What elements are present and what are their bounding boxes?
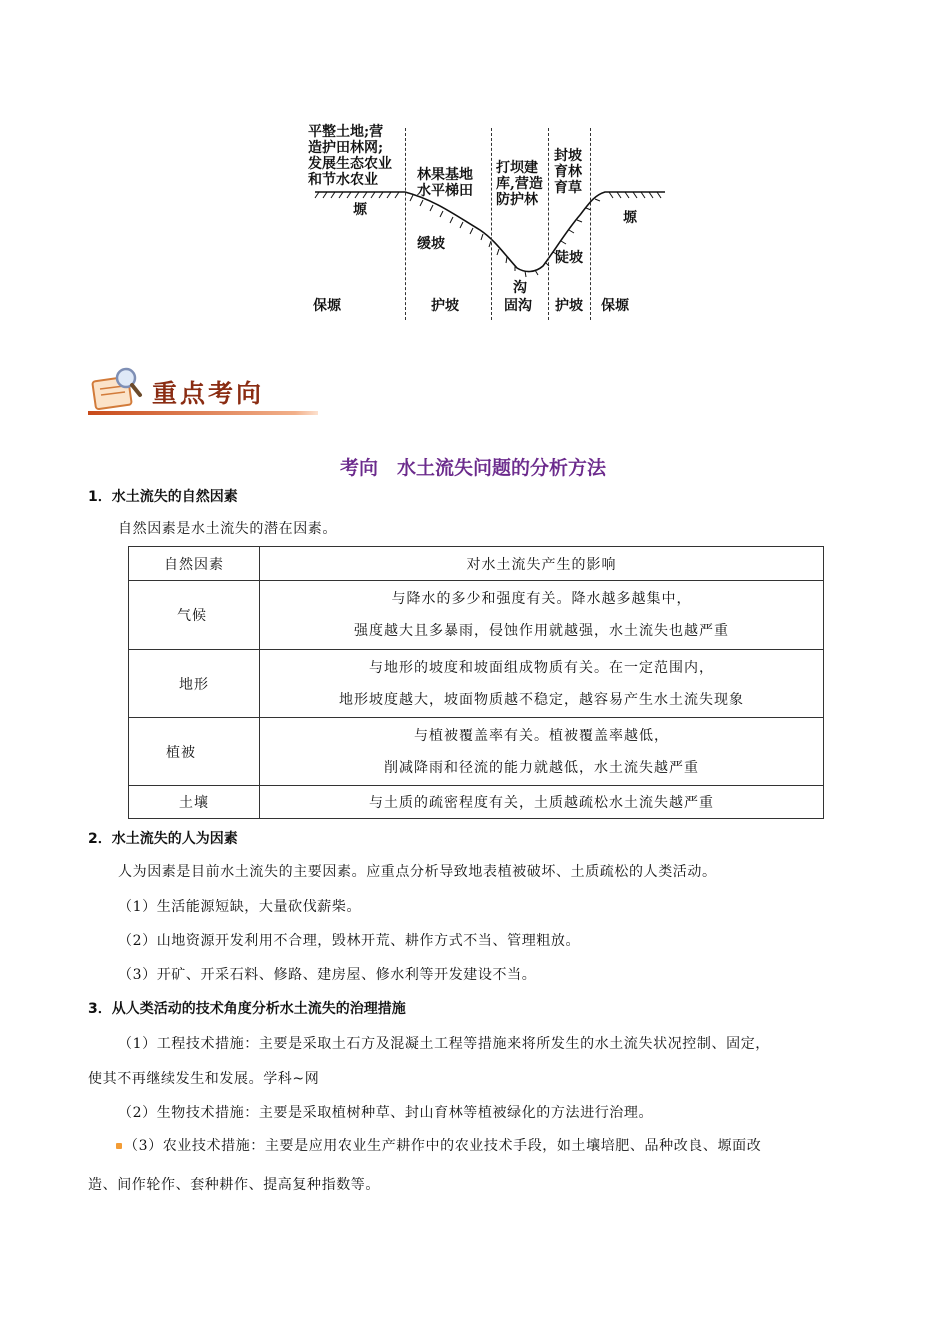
natural-factors-intro: 自然因素是水土流失的潜在因素。 bbox=[118, 521, 337, 537]
effect-text: 削减降雨和径流的能力就越低，水土流失越严重 bbox=[384, 759, 699, 776]
effect-cell bbox=[260, 786, 824, 819]
diagram-text: 造护田林网; bbox=[308, 140, 384, 156]
human-factors-intro: 人为因素是目前水土流失的主要因素。应重点分析导致地表植被破坏、土质疏松的人类活动。 bbox=[118, 864, 717, 880]
divider-line bbox=[590, 128, 591, 320]
human-factor-item: （3）开矿、开采石料、修路、建房屋、修水利等开发建设不当。 bbox=[118, 967, 537, 983]
factor-name: 植被 bbox=[166, 744, 196, 761]
factor-cell bbox=[129, 581, 260, 650]
table-header-cell bbox=[260, 547, 824, 581]
diagram-text: 育林 bbox=[554, 164, 582, 180]
table-row bbox=[129, 786, 824, 819]
highlight-marker bbox=[116, 1143, 122, 1149]
effect-text: 与降水的多少和强度有关。降水越多越集中， bbox=[391, 591, 692, 607]
banner-title: 重点考向 bbox=[152, 379, 265, 408]
gully-label: 沟 bbox=[513, 280, 527, 296]
zone-label: 护坡 bbox=[555, 298, 583, 314]
diagram-text: 水平梯田 bbox=[417, 183, 473, 199]
effect-cell bbox=[260, 650, 824, 718]
diagram-text: 库,营造 bbox=[496, 176, 543, 192]
divider-line bbox=[491, 128, 492, 320]
effect-text: 与植被覆盖率有关。植被覆盖率越低， bbox=[414, 727, 669, 744]
key-points-banner bbox=[88, 365, 318, 417]
zone-label: 保塬 bbox=[313, 298, 341, 314]
gentle-slope-label: 缓坡 bbox=[417, 236, 445, 252]
zone-label: 保塬 bbox=[601, 298, 629, 314]
diagram-text: 发展生态农业 bbox=[308, 156, 392, 172]
gully-measures bbox=[496, 160, 543, 208]
heading-natural-factors: 1．水土流失的自然因素 bbox=[88, 489, 238, 505]
section-title: 考向 水土流失问题的分析方法 bbox=[340, 457, 607, 479]
table-row bbox=[129, 718, 824, 786]
factor-cell bbox=[129, 718, 260, 786]
measure-item: （2）生物技术措施：主要是采取植树种草、封山育林等植被绿化的方法进行治理。 bbox=[118, 1105, 654, 1121]
measure-item-continued: 使其不再继续发生和发展。学科~网 bbox=[88, 1071, 320, 1087]
measure-item: （3）农业技术措施：主要是应用农业生产耕作中的农业技术手段，如土壤培肥、品种改良、塬面改 bbox=[124, 1138, 762, 1154]
divider-line bbox=[548, 128, 549, 320]
plateau-measures bbox=[308, 124, 392, 188]
yuan-label-left: 塬 bbox=[353, 202, 367, 218]
diagram-text: 打坝建 bbox=[496, 160, 538, 176]
factor-name: 土壤 bbox=[179, 795, 209, 811]
effect-cell bbox=[260, 581, 824, 650]
yuan-label-right: 塬 bbox=[623, 210, 637, 226]
factor-name: 气候 bbox=[177, 608, 207, 624]
diagram-text: 防护林 bbox=[496, 192, 538, 208]
natural-factors-table bbox=[128, 546, 824, 819]
steep-slope-measures bbox=[554, 148, 582, 196]
header-label: 对水土流失产生的影响 bbox=[466, 556, 617, 573]
steep-slope-label: 陡坡 bbox=[555, 250, 583, 266]
table-row bbox=[129, 650, 824, 718]
measure-item: （1）工程技术措施：主要是采取土石方及混凝土工程等措施来将所发生的水土流失状况控制、固定， bbox=[118, 1036, 770, 1052]
zone-label: 护坡 bbox=[431, 298, 459, 314]
measure-item-continued: 造、间作轮作、套种耕作、提高复种指数等。 bbox=[88, 1177, 380, 1193]
table-row bbox=[129, 581, 824, 650]
zone-label: 固沟 bbox=[504, 298, 532, 314]
header-label: 自然因素 bbox=[164, 556, 224, 573]
diagram-text: 育草 bbox=[554, 180, 582, 196]
human-factor-item: （2）山地资源开发利用不合理，毁林开荒、耕作方式不当、管理粗放。 bbox=[118, 933, 581, 949]
diagram-text: 林果基地 bbox=[417, 167, 473, 183]
effect-cell bbox=[260, 718, 824, 786]
diagram-text: 和节水农业 bbox=[308, 172, 378, 188]
heading-control-measures: 3．从人类活动的技术角度分析水土流失的治理措施 bbox=[88, 1001, 406, 1017]
banner-underline bbox=[88, 411, 318, 415]
effect-text: 与地形的坡度和坡面组成物质有关。在一定范围内， bbox=[369, 659, 714, 676]
effect-text: 强度越大且多暴雨，侵蚀作用就越强，水土流失也越严重 bbox=[354, 623, 729, 639]
factor-cell bbox=[129, 786, 260, 819]
human-factor-item: （1）生活能源短缺，大量砍伐薪柴。 bbox=[118, 899, 362, 915]
gentle-slope-measures bbox=[417, 167, 473, 199]
diagram-text: 平整土地;营 bbox=[308, 124, 384, 140]
diagram-text: 封坡 bbox=[554, 148, 582, 164]
magnifier-notebook-icon bbox=[88, 365, 148, 415]
effect-text: 地形坡度越大，坡面物质越不稳定，越容易产生水土流失现象 bbox=[339, 691, 744, 708]
table-header-cell bbox=[129, 547, 260, 581]
effect-text: 与土质的疏密程度有关，土质越疏松水土流失越严重 bbox=[369, 795, 714, 811]
terrain-diagram bbox=[305, 120, 675, 325]
heading-human-factors: 2．水土流失的人为因素 bbox=[88, 831, 238, 847]
factor-name: 地形 bbox=[179, 676, 209, 693]
divider-line bbox=[405, 128, 406, 320]
table-header-row bbox=[129, 547, 824, 581]
factor-cell bbox=[129, 650, 260, 718]
